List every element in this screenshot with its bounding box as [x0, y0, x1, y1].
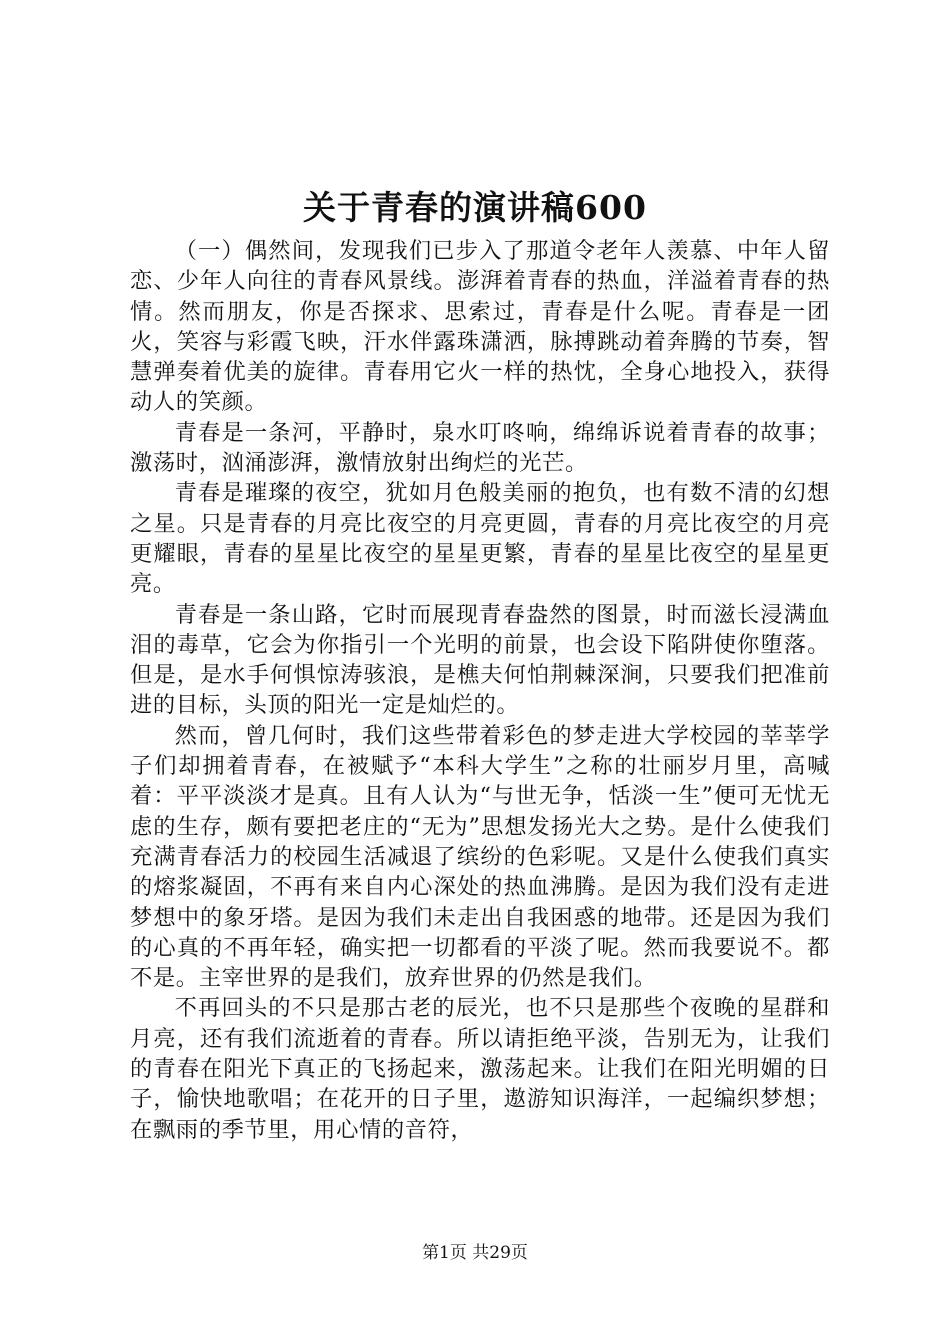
document-body: [130, 236, 830, 1145]
paragraph-4: 青春是一条山路，它时而展现青春盎然的图景，时而滋长浸满血泪的毒草，它会为你指引一个光明的前景，也会设下陷阱使你堕落。但是，是水手何惧惊涛骇浪，是樵夫何怕荆棘深涧，只要我们把准前进的目标，头顶的阳光一定是灿烂的。: [130, 601, 830, 719]
paragraph-2: 青春是一条河，平静时，泉水叮咚响，绵绵诉说着青春的故事；激荡时，汹涌澎湃，激情放射出绚烂的光芒。: [130, 419, 830, 477]
paragraph-1: （一）偶然间，发现我们已步入了那道令老年人羡慕、中年人留恋、少年人向往的青春风景线。澎湃着青春的热血，洋溢着青春的热情。然而朋友，你是否探求、思索过，青春是什么呢。青春是一团火，笑容与彩霞飞映，汗水伴露珠潇洒，脉搏跳动着奔腾的节奏，智慧弹奏着优美的旋律。青春用它火一样的热忱，全身心地投入，获得动人的笑颜。: [130, 238, 830, 416]
paragraph-6: 不再回头的不只是那古老的辰光，也不只是那些个夜晚的星群和月亮，还有我们流逝着的青春。所以请拒绝平淡，告别无为，让我们的青春在阳光下真正的飞扬起来，激荡起来。让我们在阳光明媚的日子，愉快地歌唱；在花开的日子里，遨游知识海洋，一起编织梦想；在飘雨的季节里，用心情的音符，: [130, 995, 830, 1143]
paragraph-5: 然而，曾几何时，我们这些带着彩色的梦走进大学校园的莘莘学子们却拥着青春，在被赋予“本科大学生”之称的壮丽岁月里，高喊着：平平淡淡才是真。且有人认为“与世无争，恬淡一生”便可无忧无虑的生存，颇有要把老庄的“无为”思想发扬光大之势。是什么使我们充满青春活力的校园生活减退了缤纷的色彩呢。又是什么使我们真实的熔浆凝固，不再有来自内心深处的热血沸腾。是因为我们没有走进梦想中的象牙塔。是因为我们未走出自我困惑的地带。还是因为我们的心真的不再年轻，确实把一切都看的平淡了呢。然而我要说不。都不是。主宰世界的是我们，放弃世界的仍然是我们。: [130, 722, 830, 992]
paragraph-3: 青春是璀璨的夜空，犹如月色般美丽的抱负，也有数不清的幻想之星。只是青春的月亮比夜空的月亮更圆，青春的月亮比夜空的月亮更耀眼，青春的星星比夜空的星星更繁，青春的星星比夜空的星星更亮。: [130, 480, 830, 598]
document-title: 关于青春的演讲稿600: [303, 188, 647, 227]
page-footer: 第1页 共29页: [422, 1243, 528, 1263]
